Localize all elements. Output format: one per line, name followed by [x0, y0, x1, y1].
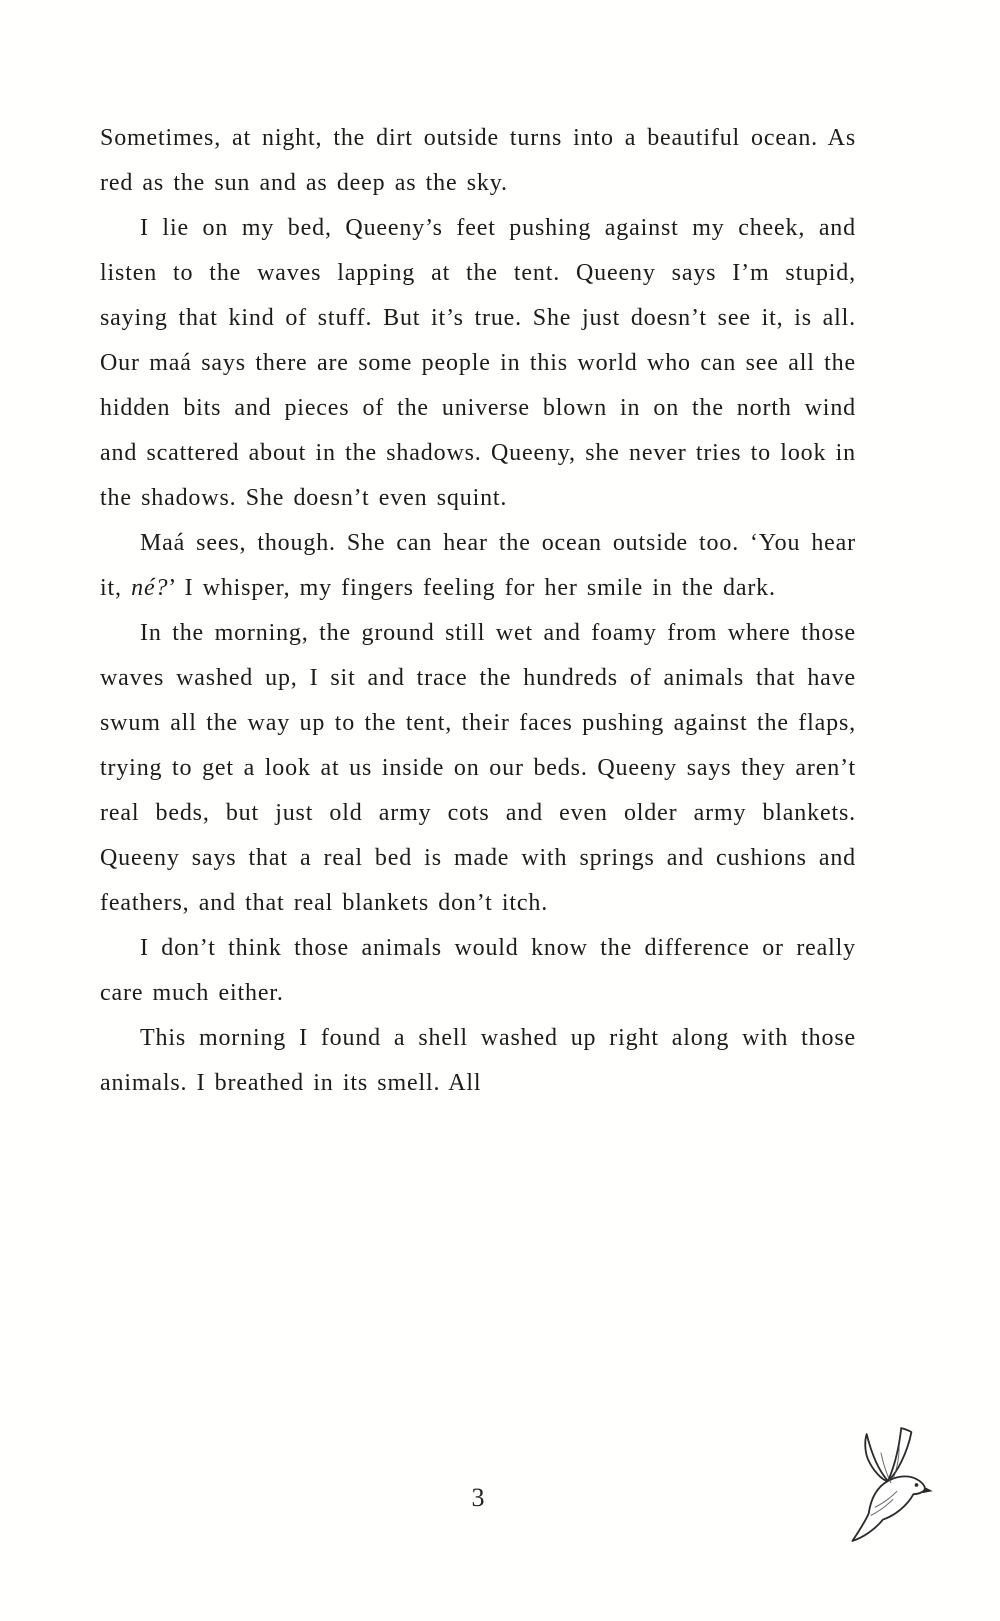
- text-run: I don’t think those animals would know the difference or really care much either.: [100, 935, 856, 1006]
- paragraph: [100, 611, 856, 926]
- paragraph: [100, 926, 856, 1016]
- body-text: [100, 116, 856, 1106]
- italic-text-run: né?: [131, 575, 169, 601]
- text-run: ’ I whisper, my fingers feeling for her smile in the dark.: [168, 575, 776, 601]
- text-run: Maá sees, though. She can hear the ocean outside too. ‘You hear it,: [100, 530, 856, 601]
- text-run: I lie on my bed, Queeny’s feet pushing against my cheek, and listen to the waves lapping at the tent. Queeny says I’m stupid, saying that kind of stuff. But it’s true. She just doesn’t see it, is all. Our maá says there are some people in this world who can see all the hidden bits and pieces of the universe blown in on the north wind and scattered about in the shadows. Queeny, she never tries to look in the shadows. She doesn’t even squint.: [100, 215, 856, 511]
- text-run: Sometimes, at night, the dirt outside turns into a beautiful ocean. As red as the sun and as deep as the sky.: [100, 125, 856, 196]
- bird-icon: [840, 1424, 934, 1546]
- bird-illustration: [840, 1424, 934, 1546]
- page-number: 3: [471, 1483, 485, 1512]
- paragraph: [100, 116, 856, 206]
- paragraph: [100, 206, 856, 521]
- text-run: In the morning, the ground still wet and foamy from where those waves washed up, I sit and trace the hundreds of animals that have swum all the way up to the tent, their faces pushing against the flaps, trying to get a look at us inside on our beds. Queeny says they aren’t real beds, but just old army cots and even older army blankets. Queeny says that a real bed is made with springs and cushions and feathers, and that real blankets don’t itch.: [100, 620, 856, 916]
- paragraph: [100, 521, 856, 611]
- text-run: This morning I found a shell washed up right along with those animals. I breathed in its smell. All: [100, 1025, 856, 1096]
- paragraph: [100, 1016, 856, 1106]
